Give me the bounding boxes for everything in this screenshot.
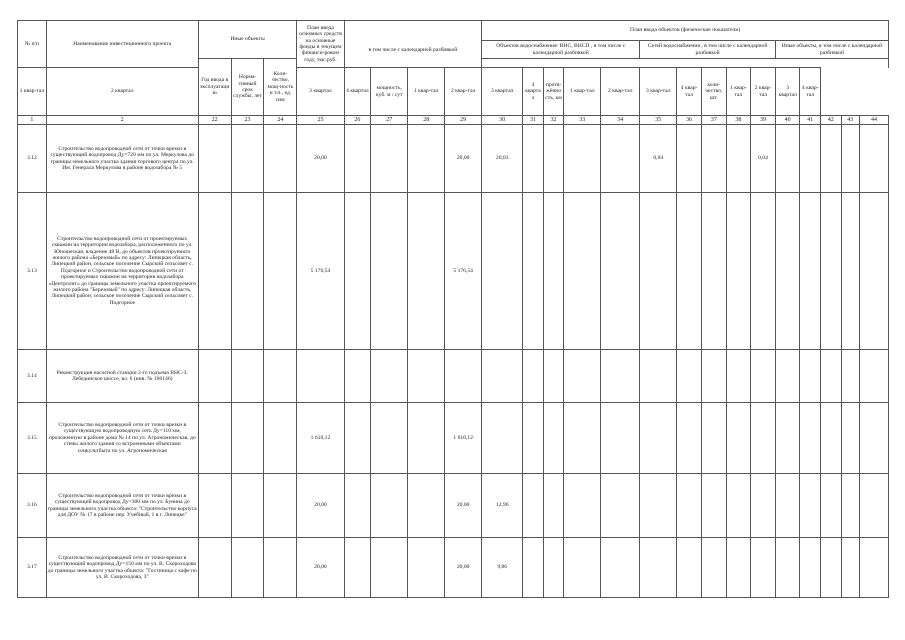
header-q1: 1 квар-тал bbox=[18, 68, 47, 116]
header-q4: 4 квартал bbox=[344, 68, 371, 116]
header-q4i: 4 квар-тал bbox=[800, 68, 821, 116]
header-q3i: 3 квартал bbox=[775, 68, 800, 116]
project-name: Строительство водопроводной сети от точки врезки в существующую водопроводную сеть Ду=110 мм, проложенную в районе дома № 14 по ул. Агрономическая, до стены жилого здания со встроенными объектами соцкультбыта по ул. Агрономическая bbox=[46, 403, 198, 474]
col-number: 36 bbox=[677, 116, 702, 125]
col-number: 1 bbox=[18, 116, 47, 125]
project-name: Реконструкция насосной станции 2-го подъема ВНС-3. Лебединское шоссе, вл. 6 (инв. № 100146) bbox=[46, 350, 198, 403]
plan-fondy-value: 20,00 bbox=[297, 125, 344, 193]
table-row bbox=[18, 350, 889, 403]
header-q3: 3 квартал bbox=[297, 68, 344, 116]
column-numbers-row bbox=[18, 116, 889, 125]
col-number: 38 bbox=[726, 116, 751, 125]
header-inye-obj: Иные объекты, в том числе с календарной разбивкой bbox=[775, 41, 888, 59]
col-number: 32 bbox=[543, 116, 564, 125]
moshnost-value: 20,03 bbox=[482, 125, 523, 193]
table-row bbox=[18, 403, 889, 474]
plan-fondy-value: 20,00 bbox=[297, 474, 344, 538]
row-number: 3.16 bbox=[18, 474, 47, 538]
header-q2k: 2 квар-тал bbox=[601, 68, 640, 116]
col-number: 25 bbox=[297, 116, 344, 125]
col-number: 2 bbox=[46, 116, 198, 125]
col-number: 28 bbox=[408, 116, 445, 125]
header-q1i: 1 квар-тал bbox=[726, 68, 751, 116]
header-kolichestvo: Коли-чество, мощ-ность и т.п., ед. изм bbox=[264, 59, 297, 116]
project-name: Строительство водопроводной сети от точки врезки в существующий водопровод Ду=720 мм по ул. Меркулова до границы земельного участка здания торгового центра по ул. Им. Генерала Меркулова в районе водозабора № 5 bbox=[46, 125, 198, 193]
row-number: 3.17 bbox=[18, 538, 47, 598]
header-kolvo-sht: коли-чество, шт. bbox=[701, 68, 726, 116]
q4-value: 20,00 bbox=[445, 125, 482, 193]
table-row bbox=[18, 193, 889, 350]
header-q4k: 4 квар-тал bbox=[677, 68, 702, 116]
col-number: 43 bbox=[841, 116, 859, 125]
investment-plan-table bbox=[17, 20, 889, 598]
plan-fondy-value: 5 176,54 bbox=[297, 193, 344, 350]
col-number: 39 bbox=[751, 116, 776, 125]
col-number: 24 bbox=[264, 116, 297, 125]
header-obj-vodosnab: Объектов водоснабжения: ВНС, ВНСП , в том числе с календарной разбивкой bbox=[482, 41, 640, 59]
table-row bbox=[18, 125, 889, 193]
table-row bbox=[18, 538, 889, 598]
col-number: 40 bbox=[775, 116, 800, 125]
header-q2: 2 квартал bbox=[46, 68, 198, 116]
header-q1s: 1 квар-тал bbox=[408, 68, 445, 116]
header-q2i: 2 квар-тал bbox=[751, 68, 776, 116]
col-number: 27 bbox=[371, 116, 408, 125]
moshnost-value: 12,96 bbox=[482, 474, 523, 538]
col-number: 26 bbox=[344, 116, 371, 125]
q4k-value: 0,04 bbox=[751, 125, 776, 193]
moshnost-value: 9,86 bbox=[482, 538, 523, 598]
col-number: 34 bbox=[601, 116, 640, 125]
header-q1k: 1 квар-тал bbox=[564, 68, 601, 116]
header-name: Наименование инвестиционного проекта bbox=[46, 21, 198, 68]
col-number: 44 bbox=[860, 116, 889, 125]
col-number: 30 bbox=[482, 116, 523, 125]
header-q3s: 3 квартал bbox=[482, 68, 523, 116]
col-number: 23 bbox=[231, 116, 264, 125]
header-q2s: 2 квар-тал bbox=[445, 68, 482, 116]
q4-value: 1 610,12 bbox=[445, 403, 482, 474]
row-number: 3.12 bbox=[18, 125, 47, 193]
col-number: 22 bbox=[198, 116, 231, 125]
header-norm-srok: Норма-тивный срок службы, лет bbox=[231, 59, 264, 116]
header-num: № п/п bbox=[18, 21, 47, 68]
protyazh-value: 0,04 bbox=[640, 125, 677, 193]
header-seti-vodosnab: Сетей водоснабжения , в том числе с календарной разбивкой bbox=[640, 41, 776, 59]
plan-fondy-value: 20,00 bbox=[297, 538, 344, 598]
col-number: 33 bbox=[564, 116, 601, 125]
header-plan-vvoda-fondy: План ввода основных средств на основные фонды в текущем финанси-ровом году, тыс.руб. bbox=[297, 21, 344, 68]
header-other-objects: Иные объекты bbox=[198, 21, 297, 59]
col-number: 29 bbox=[445, 116, 482, 125]
header-plan-vvoda-obj: План ввода объектов (физические показатели) bbox=[482, 21, 889, 41]
row-number: 3.13 bbox=[18, 193, 47, 350]
header-moshnost: мощность, куб. м / сут bbox=[371, 68, 408, 116]
col-number: 35 bbox=[640, 116, 677, 125]
table-row bbox=[18, 474, 889, 538]
q4-value: 5 176,54 bbox=[445, 193, 482, 350]
header-protyazh: протя-жённость, км bbox=[543, 68, 564, 116]
header-calendar-breakdown: в том числе с календарной разбивкой bbox=[344, 21, 482, 68]
row-number: 3.15 bbox=[18, 403, 47, 474]
project-name: Строительство водопроводной сети от точки врезки в существующий водопровод Ду=300 мм по ул. Бунина до границы земельного участка объекта: "Строительство корпуса для ДОУ № 17 в районе пер. Учебный, 1 в г. Липецке" bbox=[46, 474, 198, 538]
header-god-vvoda: Год ввода в эксплуатацию bbox=[198, 59, 231, 116]
col-number: 41 bbox=[800, 116, 821, 125]
col-number: 42 bbox=[821, 116, 842, 125]
project-name: Строительство водопроводной сети от проектируемых скважин на территории водозабора, расположенного по ул. Юношеская, владение 48 В, до объектов проектируемого жилого района «Березовый» по адресу: Липецкая область, Липецкий район, сельское поселение Сырский сельсовет с. Подгорное и Строительство водопроводной сети от проектируемых скважин на территории водозабора «Центролит» до границы земельного участка проектируемого жилого района "Березовый" по адресу: Липецкая область, Липецкий район, сельское поселение Сырский сельсовет с. Подгорное bbox=[46, 193, 198, 350]
header-q3k: 3 квар-тал bbox=[640, 68, 677, 116]
header-q4s: 4 квартал bbox=[523, 68, 544, 116]
col-number: 31 bbox=[523, 116, 544, 125]
q4-value: 20,00 bbox=[445, 474, 482, 538]
plan-fondy-value: 1 610,12 bbox=[297, 403, 344, 474]
row-number: 3.14 bbox=[18, 350, 47, 403]
project-name: Строительство водопроводной сети от точки врезки в существующий водопровод Ду=150 мм по ул. В. Скороходова до границы земельного участка объекта: "Гостиница с кафе по ул. В. Скороходова, 3" bbox=[46, 538, 198, 598]
col-number: 37 bbox=[701, 116, 726, 125]
q4-value: 20,00 bbox=[445, 538, 482, 598]
